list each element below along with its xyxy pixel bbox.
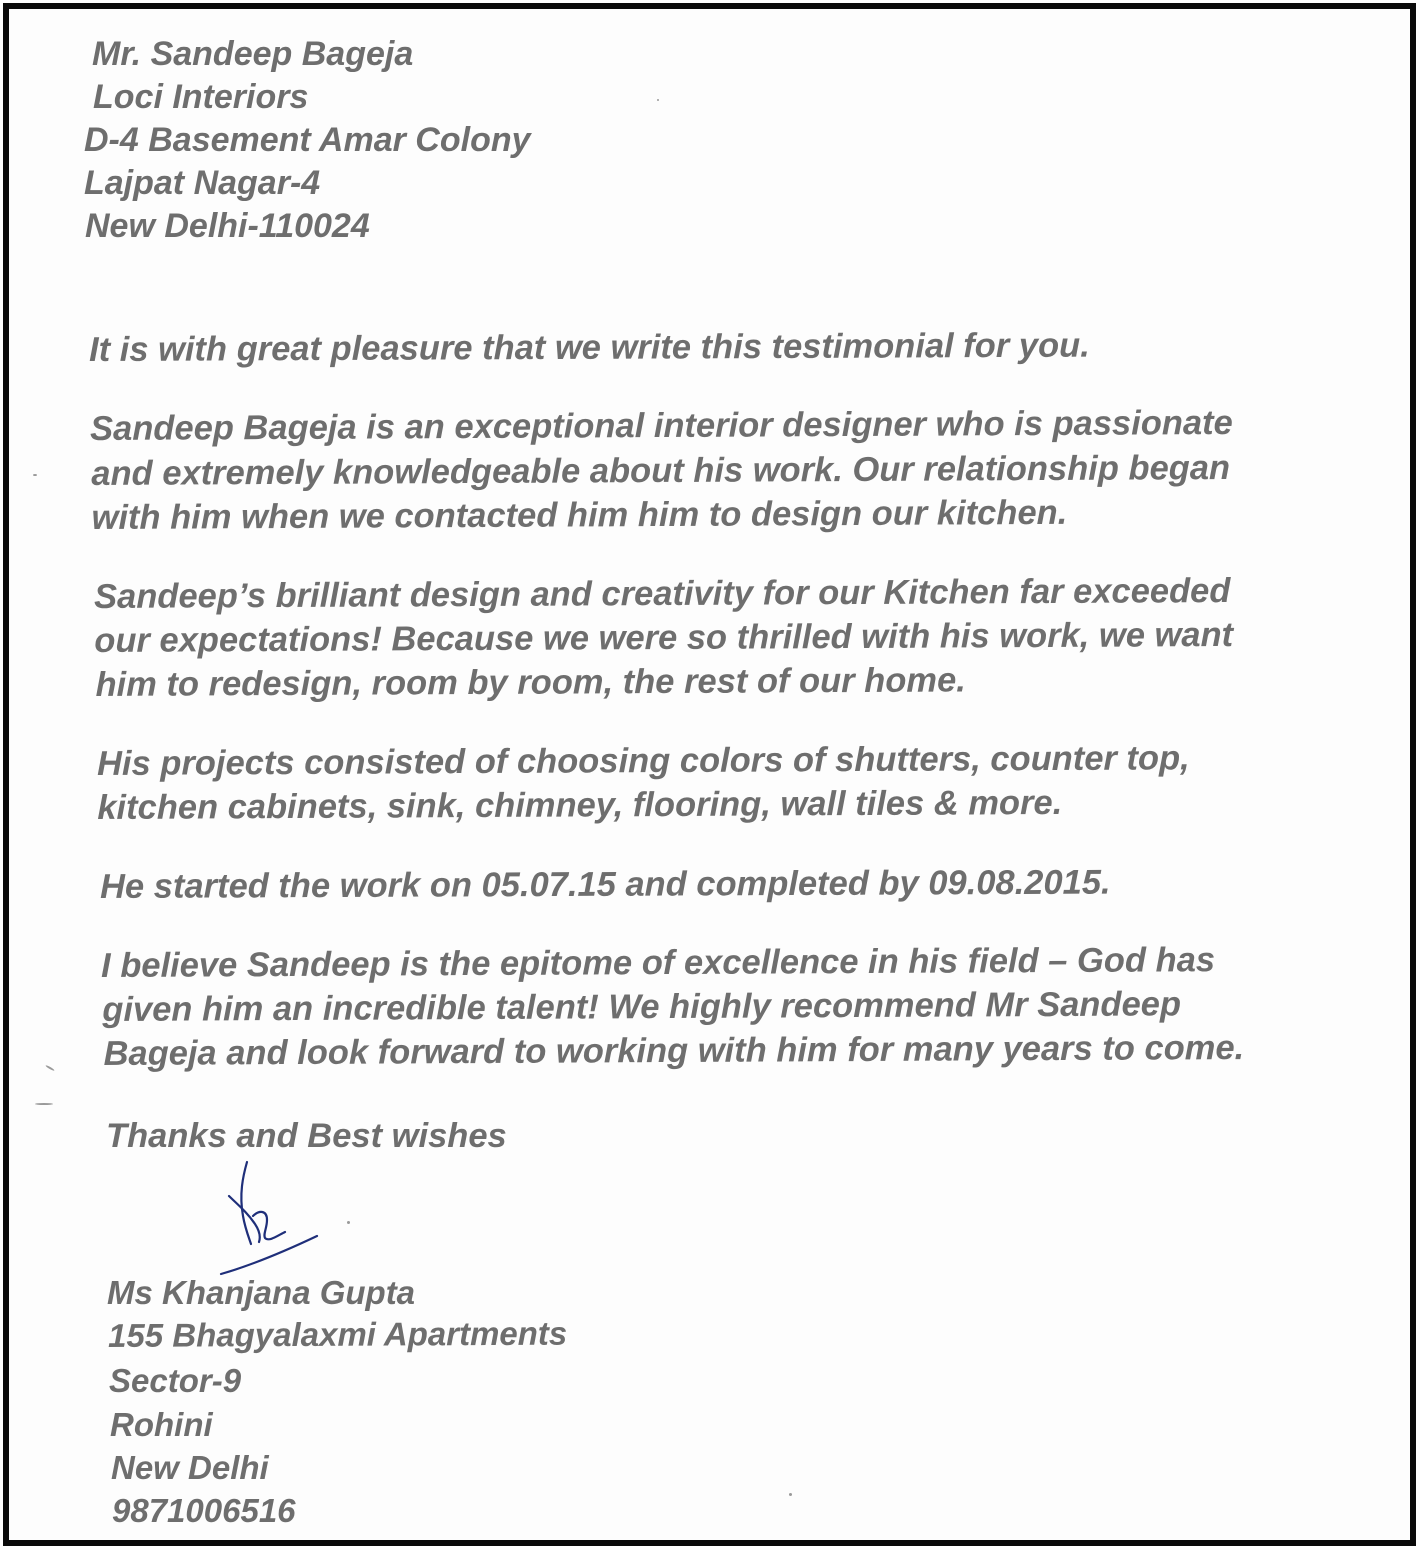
sender-phone: 9871006516 bbox=[112, 1492, 296, 1529]
paragraph-2-line: Sandeep’s brilliant design and creativity for our Kitchen far exceeded bbox=[93, 572, 1231, 616]
scan-speck bbox=[347, 1221, 350, 1224]
opening-sentence: It is with great pleasure that we write this testimonial for you. bbox=[88, 326, 1090, 369]
recipient-city: New Delhi-110024 bbox=[85, 207, 370, 245]
paragraph-1-line: with him when we contacted him him to design our kitchen. bbox=[91, 493, 1068, 537]
recipient-locality: Lajpat Nagar-4 bbox=[84, 164, 321, 202]
recipient-name: Mr. Sandeep Bageja bbox=[92, 35, 414, 73]
closing-line: Thanks and Best wishes bbox=[106, 1117, 507, 1155]
paragraph-1-line: and extremely knowledgeable about his work. Our relationship began bbox=[91, 449, 1231, 493]
paragraph-2-line: our expectations! Because we were so thrilled with his work, we want bbox=[94, 616, 1234, 660]
sender-city: New Delhi bbox=[111, 1449, 269, 1486]
recipient-company: Loci Interiors bbox=[93, 78, 309, 116]
paragraph-3-line: His projects consisted of choosing colors of shutters, counter top, bbox=[96, 739, 1190, 783]
sender-name: Ms Khanjana Gupta bbox=[107, 1274, 416, 1311]
paragraph-2-line: him to redesign, room by room, the rest of our home. bbox=[95, 661, 966, 704]
paragraph-5-line: I believe Sandeep is the epitome of excellence in his field – God has bbox=[100, 941, 1216, 985]
paragraph-1-line: Sandeep Bageja is an exceptional interior designer who is passionate bbox=[90, 404, 1233, 448]
scan-speck bbox=[45, 1065, 55, 1072]
letter-page bbox=[3, 3, 1416, 1546]
handwritten-signature bbox=[209, 1154, 339, 1284]
paragraph-5-line: given him an incredible talent! We highly recommend Mr Sandeep bbox=[102, 985, 1182, 1029]
scan-speck bbox=[657, 99, 659, 101]
sender-area: Rohini bbox=[110, 1406, 213, 1443]
paragraph-4: He started the work on 05.07.15 and completed by 09.08.2015. bbox=[99, 863, 1111, 906]
scan-speck bbox=[789, 1493, 792, 1496]
sender-sector: Sector-9 bbox=[109, 1362, 242, 1399]
paragraph-5-line: Bageja and look forward to working with him for many years to come. bbox=[103, 1029, 1245, 1073]
sender-building: 155 Bhagyalaxmi Apartments bbox=[107, 1314, 568, 1354]
paragraph-3-line: kitchen cabinets, sink, chimney, flooring, wall tiles & more. bbox=[97, 783, 1063, 827]
recipient-street: D-4 Basement Amar Colony bbox=[84, 121, 531, 159]
scan-speck bbox=[35, 1103, 53, 1105]
scan-speck bbox=[33, 474, 37, 476]
